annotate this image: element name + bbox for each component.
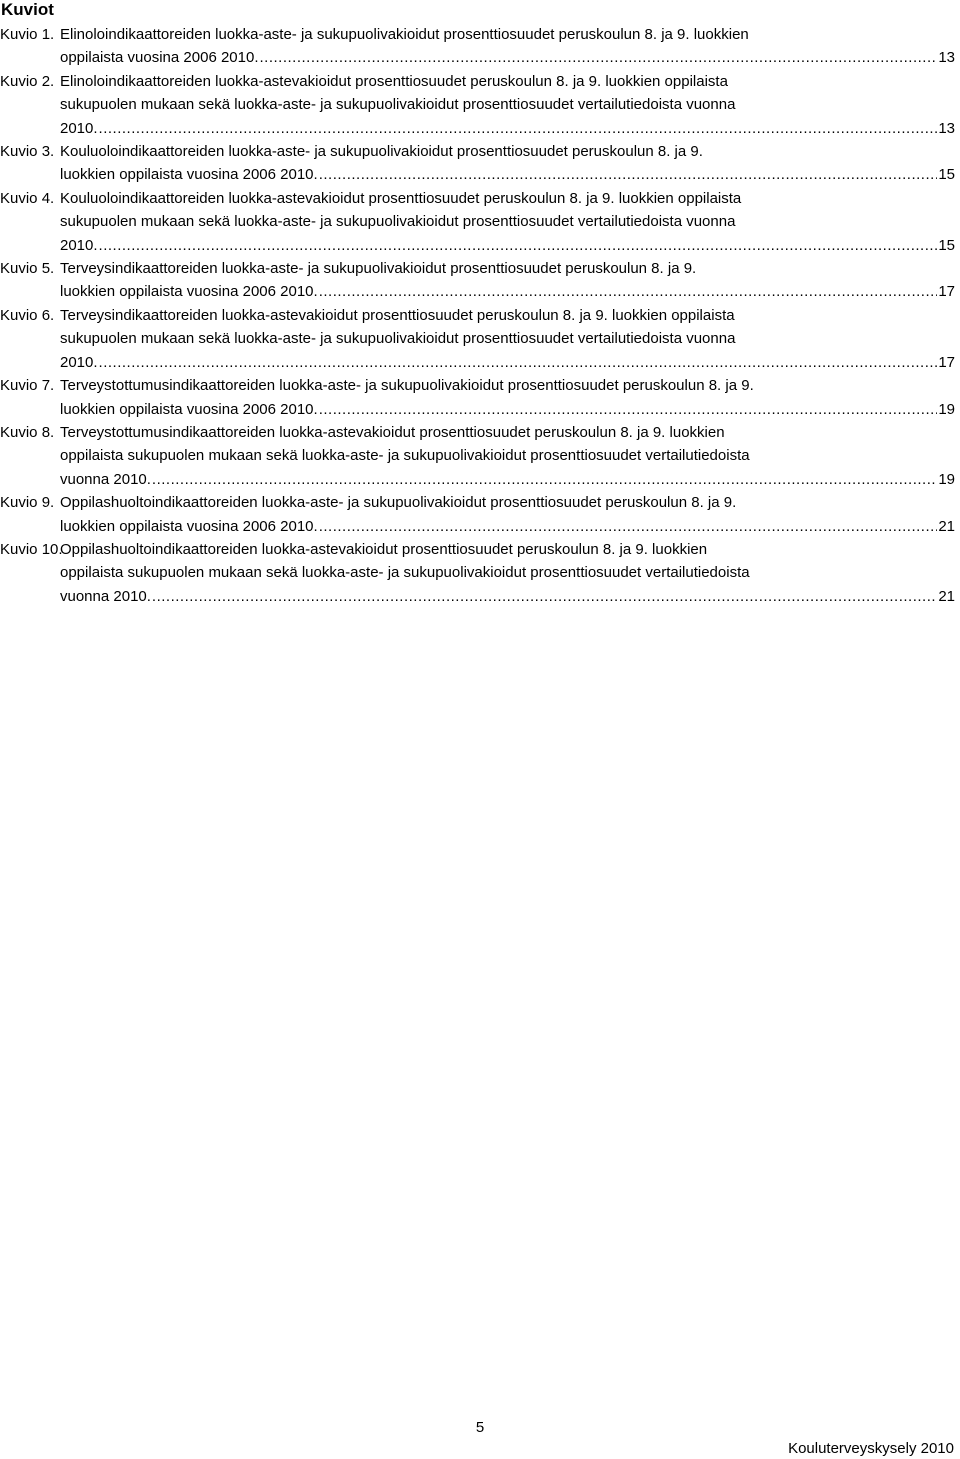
toc-entry[interactable]: [0, 421, 955, 491]
dot-leader: [319, 398, 938, 421]
toc-entry[interactable]: [0, 491, 955, 538]
toc-entry[interactable]: [0, 23, 955, 70]
dot-leader: [152, 468, 937, 491]
toc-entry[interactable]: [0, 538, 955, 608]
toc-heading: Kuviot: [1, 0, 54, 19]
entry-line: Oppilashuoltoindikaattoreiden luokka-astevakioidut prosenttiosuudet peruskoulun 8. ja 9. luokkien: [60, 540, 708, 558]
entry-line: Elinoloindikaattoreiden luokka-astevakioidut prosenttiosuudet peruskoulun 8. ja 9. luokkien oppilaista: [60, 72, 728, 90]
entry-page-number: 21: [938, 517, 955, 535]
toc-entry[interactable]: [0, 70, 955, 140]
entry-last-line: [60, 351, 955, 374]
entry-last-line: [60, 163, 955, 186]
entry-line: Terveystottumusindikaattoreiden luokka-aste- ja sukupuolivakioidut prosenttiosuudet peruskoulun 8. ja 9.: [60, 377, 754, 395]
entry-label: Kuvio 6.: [0, 306, 55, 324]
entry-label: Kuvio 9.: [0, 494, 55, 512]
entry-line: Terveysindikaattoreiden luokka-aste- ja sukupuolivakioidut prosenttiosuudet peruskoulun 8. ja 9.: [60, 260, 697, 278]
entry-line: sukupuolen mukaan sekä luokka-aste- ja sukupuolivakioidut prosenttiosuudet vertailutiedoista vuonna: [60, 96, 736, 114]
entry-line: Elinoloindikaattoreiden luokka-aste- ja sukupuolivakioidut prosenttiosuudet peruskoulun 8. ja 9. luokkien: [60, 26, 749, 43]
entry-line: oppilaista sukupuolen mukaan sekä luokka-aste- ja sukupuolivakioidut prosenttiosuudet vertailutiedoista: [60, 564, 750, 582]
entry-label: Kuvio 2.: [0, 72, 55, 90]
entry-last-line: [60, 280, 955, 303]
entry-text: [60, 257, 955, 304]
entry-text: [60, 187, 955, 257]
entry-line: Kouluoloindikaattoreiden luokka-aste- ja sukupuolivakioidut prosenttiosuudet peruskoulun 8. ja 9.: [60, 143, 703, 161]
entry-label: Kuvio 5.: [0, 260, 55, 278]
entry-last-text: 2010.: [60, 353, 98, 371]
dot-leader: [319, 163, 938, 186]
entry-page-number: 15: [938, 166, 955, 184]
toc-entry[interactable]: [0, 374, 955, 421]
dot-leader: [99, 351, 938, 374]
entry-last-text: luokkien oppilaista vuosina 2006 2010.: [60, 283, 318, 301]
entry-last-line: [60, 515, 955, 538]
entry-last-text: oppilaista vuosina 2006 2010.: [60, 49, 259, 67]
entry-text: [60, 140, 955, 187]
dot-leader: [260, 46, 938, 69]
entry-page-number: 17: [938, 353, 955, 371]
figure-list: [0, 23, 955, 608]
entry-last-text: vuonna 2010.: [60, 587, 151, 605]
entry-line: Terveysindikaattoreiden luokka-astevakioidut prosenttiosuudet peruskoulun 8. ja 9. luokkien oppilaista: [60, 306, 735, 324]
entry-line: sukupuolen mukaan sekä luokka-aste- ja sukupuolivakioidut prosenttiosuudet vertailutiedoista vuonna: [60, 330, 736, 348]
entry-text: [60, 70, 955, 140]
entry-label: Kuvio 10.: [0, 540, 63, 558]
entry-page-number: 13: [938, 49, 955, 67]
dot-leader: [99, 234, 938, 257]
toc-entry[interactable]: [0, 140, 955, 187]
entry-text: [60, 538, 955, 608]
entry-page-number: 15: [938, 236, 955, 254]
entry-text: [60, 374, 955, 421]
entry-line: sukupuolen mukaan sekä luokka-aste- ja sukupuolivakioidut prosenttiosuudet vertailutiedoista vuonna: [60, 213, 736, 231]
entry-page-number: 21: [938, 587, 955, 605]
toc-entry[interactable]: [0, 257, 955, 304]
entry-line: Oppilashuoltoindikaattoreiden luokka-aste- ja sukupuolivakioidut prosenttiosuudet peruskoulun 8. ja 9.: [60, 494, 737, 512]
entry-last-line: [60, 46, 955, 69]
entry-label: Kuvio 3.: [0, 143, 55, 161]
entry-label: Kuvio 4.: [0, 189, 55, 207]
footer-text: Kouluterveyskysely 2010: [788, 1440, 954, 1457]
entry-page-number: 19: [938, 400, 955, 418]
dot-leader: [99, 117, 938, 140]
entry-last-line: [60, 468, 955, 491]
dot-leader: [152, 585, 937, 608]
entry-last-text: luokkien oppilaista vuosina 2006 2010.: [60, 517, 318, 535]
entry-line: Kouluoloindikaattoreiden luokka-astevakioidut prosenttiosuudet peruskoulun 8. ja 9. luokkien oppilaista: [60, 189, 742, 207]
entry-last-line: [60, 585, 955, 608]
dot-leader: [319, 515, 938, 538]
entry-last-text: 2010.: [60, 119, 98, 137]
entry-line: oppilaista sukupuolen mukaan sekä luokka-aste- ja sukupuolivakioidut prosenttiosuudet vertailutiedoista: [60, 447, 750, 465]
entry-text: [60, 304, 955, 374]
toc-entry[interactable]: [0, 187, 955, 257]
entry-last-line: [60, 234, 955, 257]
page-number: 5: [475, 1419, 485, 1436]
entry-label: Kuvio 8.: [0, 423, 55, 441]
entry-last-text: 2010.: [60, 236, 98, 254]
entry-last-line: [60, 117, 955, 140]
entry-page-number: 13: [938, 119, 955, 137]
toc-entry[interactable]: [0, 304, 955, 374]
entry-text: [60, 23, 955, 70]
entry-last-line: [60, 398, 955, 421]
entry-text: [60, 421, 955, 491]
entry-label: Kuvio 7.: [0, 377, 55, 395]
entry-last-text: vuonna 2010.: [60, 470, 151, 488]
entry-text: [60, 491, 955, 538]
entry-page-number: 17: [938, 283, 955, 301]
entry-line: Terveystottumusindikaattoreiden luokka-astevakioidut prosenttiosuudet peruskoulun 8. ja 9. luokkien: [60, 423, 725, 441]
entry-page-number: 19: [938, 470, 955, 488]
entry-last-text: luokkien oppilaista vuosina 2006 2010.: [60, 400, 318, 418]
entry-last-text: luokkien oppilaista vuosina 2006 2010.: [60, 166, 318, 184]
entry-label: Kuvio 1.: [0, 26, 55, 43]
dot-leader: [319, 280, 938, 303]
